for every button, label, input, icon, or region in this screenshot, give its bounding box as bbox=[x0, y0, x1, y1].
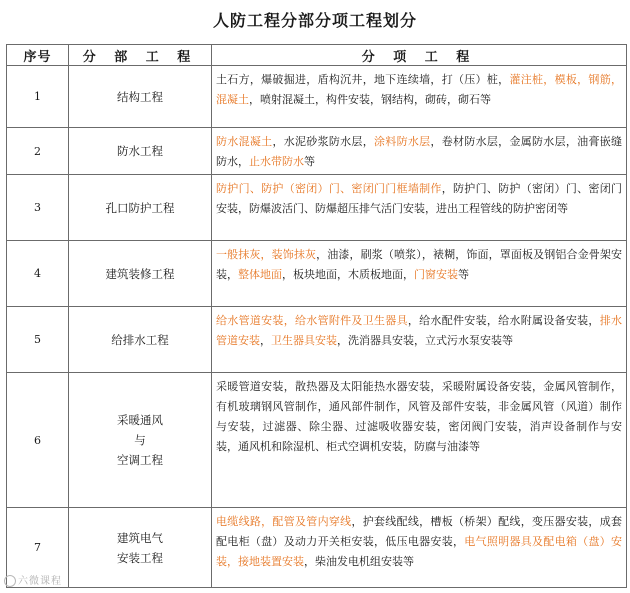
highlighted-subitem-text: 电气照明器具及配电箱（盘）安装，接地装置安装 bbox=[216, 535, 623, 568]
division-name-line: 空调工程 bbox=[117, 453, 163, 467]
table-row bbox=[7, 508, 627, 588]
subitem-text: ，护套线配线，槽板（桥架）配线，变压器安装，成套配电柜（盘）及动力开关柜安装，低压电器安装， bbox=[216, 515, 623, 548]
highlighted-subitem-text: 电缆线路，配管及管内穿线 bbox=[216, 515, 352, 528]
division-name-line: 采暖通风 bbox=[117, 413, 163, 427]
subitem-text: ，防护门、防护（密闭）门、密闭门安装，防爆波活门、防爆超压排气活门安装，进出工程管线的防护密闭等 bbox=[216, 182, 623, 215]
subitem-text: ，板块地面，木质板地面， bbox=[282, 268, 414, 281]
subitem-text: ，洗消器具安装，立式污水泵安装等 bbox=[337, 334, 513, 347]
highlighted-subitem-text: 卫生器具安装 bbox=[271, 334, 337, 347]
subitem-list bbox=[212, 66, 627, 128]
division-name-line: 孔口防护工程 bbox=[105, 200, 175, 215]
highlighted-subitem-text: 给水管道安装，给水管附件及卫生器具 bbox=[216, 314, 408, 327]
header-part: 分 部 工 程 bbox=[69, 45, 212, 66]
highlighted-subitem-text: 门窗安装 bbox=[414, 268, 458, 281]
subitem-list bbox=[212, 175, 627, 241]
division-name-line: 与 bbox=[134, 433, 146, 447]
row-number: 7 bbox=[7, 508, 69, 588]
watermark bbox=[4, 572, 62, 587]
division-name bbox=[69, 128, 212, 175]
table-row bbox=[7, 66, 627, 128]
highlighted-subitem-text: 排水管道安装 bbox=[216, 314, 623, 347]
table-body bbox=[7, 66, 627, 588]
highlighted-subitem-text: 防水混凝土 bbox=[216, 135, 273, 148]
subitem-list bbox=[212, 128, 627, 175]
division-table bbox=[6, 44, 627, 588]
highlighted-subitem-text: 涂料防水层 bbox=[374, 135, 431, 148]
table-row bbox=[7, 241, 627, 307]
division-name-line: 建筑电气 bbox=[117, 530, 163, 545]
highlighted-subitem-text: 防护门、防护（密闭）门、密闭门门框墙制作 bbox=[216, 182, 442, 195]
division-name-line: 防水工程 bbox=[117, 144, 163, 158]
row-number: 1 bbox=[7, 66, 69, 128]
header-no: 序号 bbox=[7, 45, 69, 66]
division-name-line: 给排水工程 bbox=[111, 332, 169, 347]
subitem-text: ，喷射混凝土，构件安装，钢结构，砌砖，砌石等 bbox=[249, 93, 491, 106]
watermark-text: 六微课程 bbox=[18, 576, 62, 587]
highlighted-subitem-text: 一般抹灰，装饰抹灰 bbox=[216, 248, 317, 261]
watermark-logo-icon bbox=[4, 575, 16, 587]
subitem-text: ，卷材防水层，金属防水层，油膏嵌缝防水， bbox=[216, 135, 623, 168]
division-name bbox=[69, 241, 212, 307]
highlighted-subitem-text: 灌注桩，模板，钢筋，混凝土 bbox=[216, 73, 623, 106]
subitem-list bbox=[212, 307, 627, 373]
subitem-text: 土石方，爆破掘进，盾构沉井，地下连续墙，打（压）桩， bbox=[216, 73, 510, 86]
subitem-text: ，给水配件安装，给水附属设备安装， bbox=[407, 314, 600, 327]
row-number: 6 bbox=[7, 373, 69, 508]
subitem-text: 等 bbox=[304, 155, 315, 168]
subitem-text: ， bbox=[260, 334, 271, 347]
row-number: 5 bbox=[7, 307, 69, 373]
row-number: 2 bbox=[7, 128, 69, 175]
subitem-list bbox=[212, 241, 627, 307]
table-row bbox=[7, 128, 627, 175]
table-header-row bbox=[7, 45, 627, 66]
division-name-line: 安装工程 bbox=[117, 550, 163, 565]
highlighted-subitem-text: 整体地面 bbox=[238, 268, 282, 281]
table-row bbox=[7, 175, 627, 241]
division-name-line: 结构工程 bbox=[117, 89, 163, 104]
header-item: 分 项 工 程 bbox=[212, 45, 627, 66]
table-row bbox=[7, 307, 627, 373]
table-row bbox=[7, 373, 627, 508]
subitem-list bbox=[212, 373, 627, 508]
division-name bbox=[69, 373, 212, 508]
row-number: 4 bbox=[7, 241, 69, 307]
page-title: 人防工程分部分项工程划分 bbox=[212, 11, 417, 30]
division-name bbox=[69, 508, 212, 588]
division-name bbox=[69, 175, 212, 241]
highlighted-subitem-text: 止水带防水 bbox=[249, 155, 304, 168]
subitem-text: 采暖管道安装，散热器及太阳能热水器安装，采暖附属设备安装，金属风管制作，有机玻璃钢风管制作，通风部件制作，风管及部件安装，非金属风管（风道）制作与安装，过滤器、除尘器、过滤吸收器安装，密闭阀门安装，消声设备制作与安装，通风机和除湿机、柜式空调机安装，防腐与油漆等 bbox=[216, 380, 622, 453]
row-number: 3 bbox=[7, 175, 69, 241]
division-name-line: 建筑装修工程 bbox=[105, 266, 175, 281]
subitem-text: 等 bbox=[458, 268, 469, 281]
subitem-text: ，水泥砂浆防水层， bbox=[272, 135, 375, 148]
division-name bbox=[69, 307, 212, 373]
subitem-text: ，油漆，刷浆（喷浆），裱糊，饰面，罩面板及钢铝合金骨架安装， bbox=[216, 248, 622, 281]
subitem-list bbox=[212, 508, 627, 588]
subitem-text: ，柴油发电机组安装等 bbox=[304, 555, 414, 568]
division-name bbox=[69, 66, 212, 128]
